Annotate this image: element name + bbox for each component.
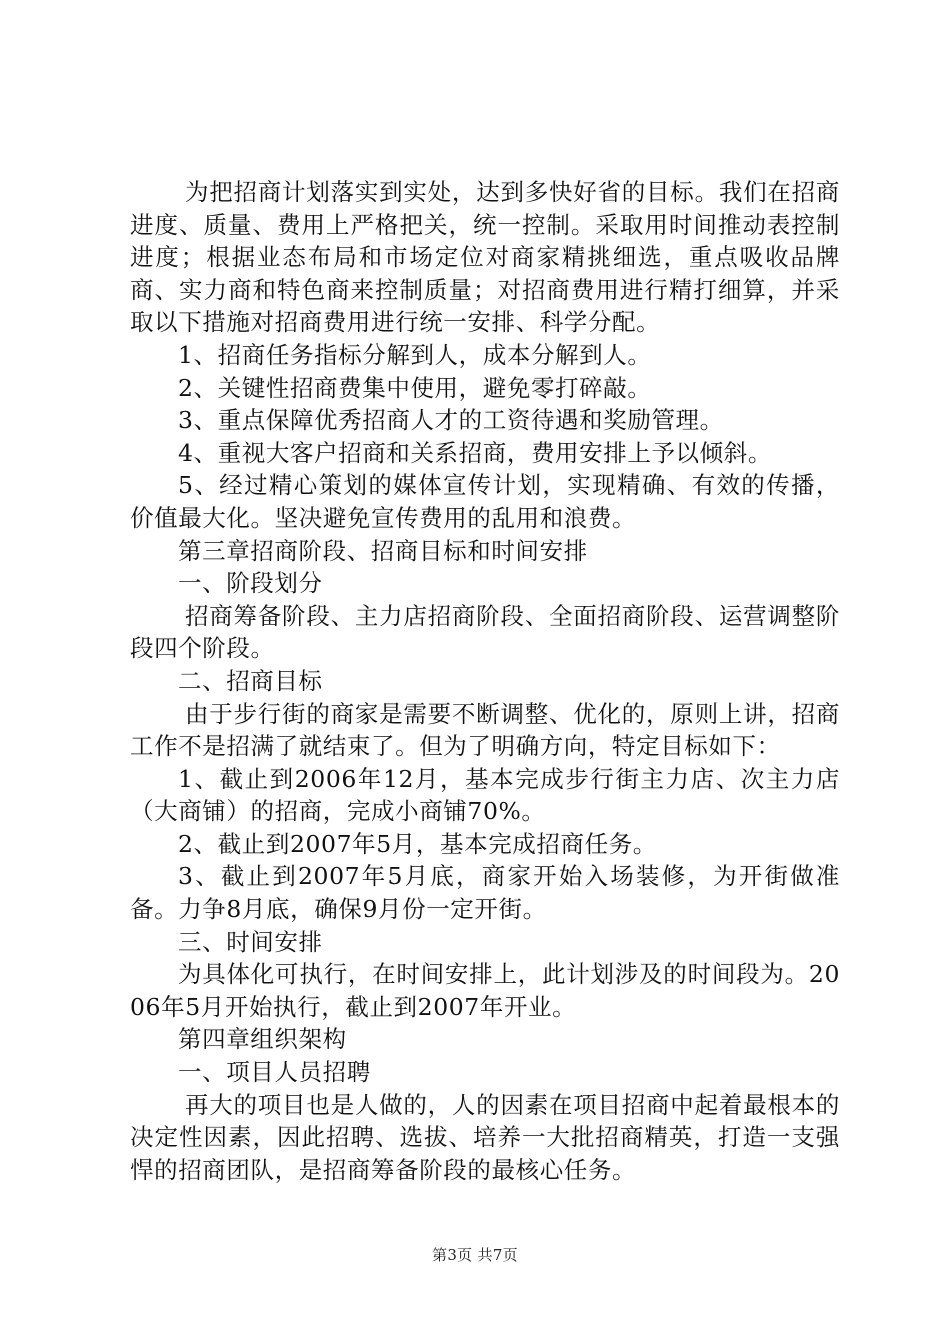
target-item-2: 2、截止到2007年5月，基本完成招商任务。 xyxy=(178,829,657,858)
paragraph-schedule: 为具体化可执行，在时间安排上，此计划涉及的时间段为。2006年5月开始执行，截止到2007年开业。 xyxy=(130,960,840,1021)
list-item-3: 3、重点保障优秀招商人才的工资待遇和奖励管理。 xyxy=(178,406,724,435)
list-item-1: 1、招商任务指标分解到人，成本分解到人。 xyxy=(178,340,652,369)
document-body xyxy=(130,176,840,1186)
list-item-4: 4、重视大客户招商和关系招商，费用安排上予以倾斜。 xyxy=(178,438,772,467)
target-item-1: 1、截止到2006年12月，基本完成步行街主力店、次主力店（大商铺）的招商，完成小商铺70%。 xyxy=(130,764,840,826)
list-item-2: 2、关键性招商费集中使用，避免零打碎敲。 xyxy=(178,373,652,402)
list-item-5: 5、经过精心策划的媒体宣传计划，实现精确、有效的传播，价值最大化。坚决避免宣传费用的乱用和浪费。 xyxy=(130,471,840,532)
section-recruitment-heading: 一、项目人员招聘 xyxy=(178,1058,371,1087)
target-item-3: 3、截止到2007年5月底，商家开始入场装修，为开街做准备。力争8月底，确保9月份一定开街。 xyxy=(130,862,840,924)
paragraph-intro: 为把招商计划落实到实处，达到多快好省的目标。我们在招商进度、质量、费用上严格把关，统一控制。采取用时间推动表控制进度；根据业态布局和市场定位对商家精挑细选，重点吸收品牌商、实力商和特色商来控制质量；对招商费用进行精打细算，并采取以下措施对招商费用进行统一安排、科学分配。 xyxy=(130,178,840,337)
paragraph-stages: 招商筹备阶段、主力店招商阶段、全面招商阶段、运营调整阶段四个阶段。 xyxy=(130,601,840,663)
chapter-4-heading: 第四章组织架构 xyxy=(178,1025,347,1054)
section-stage-division-heading: 一、阶段划分 xyxy=(178,569,323,598)
section-schedule-heading: 三、时间安排 xyxy=(178,927,323,956)
section-targets-heading: 二、招商目标 xyxy=(178,666,323,695)
chapter-3-heading: 第三章招商阶段、招商目标和时间安排 xyxy=(178,536,588,565)
paragraph-recruitment: 再大的项目也是人做的，人的因素在项目招商中起着最根本的决定性因素，因此招聘、选拔、培养一大批招商精英，打造一支强悍的招商团队，是招商筹备阶段的最核心任务。 xyxy=(130,1090,840,1184)
paragraph-targets: 由于步行街的商家是需要不断调整、优化的，原则上讲，招商工作不是招满了就结束了。但为了明确方向，特定目标如下： xyxy=(130,699,840,761)
page-number-footer: 第3页 共7页 xyxy=(432,1246,518,1264)
